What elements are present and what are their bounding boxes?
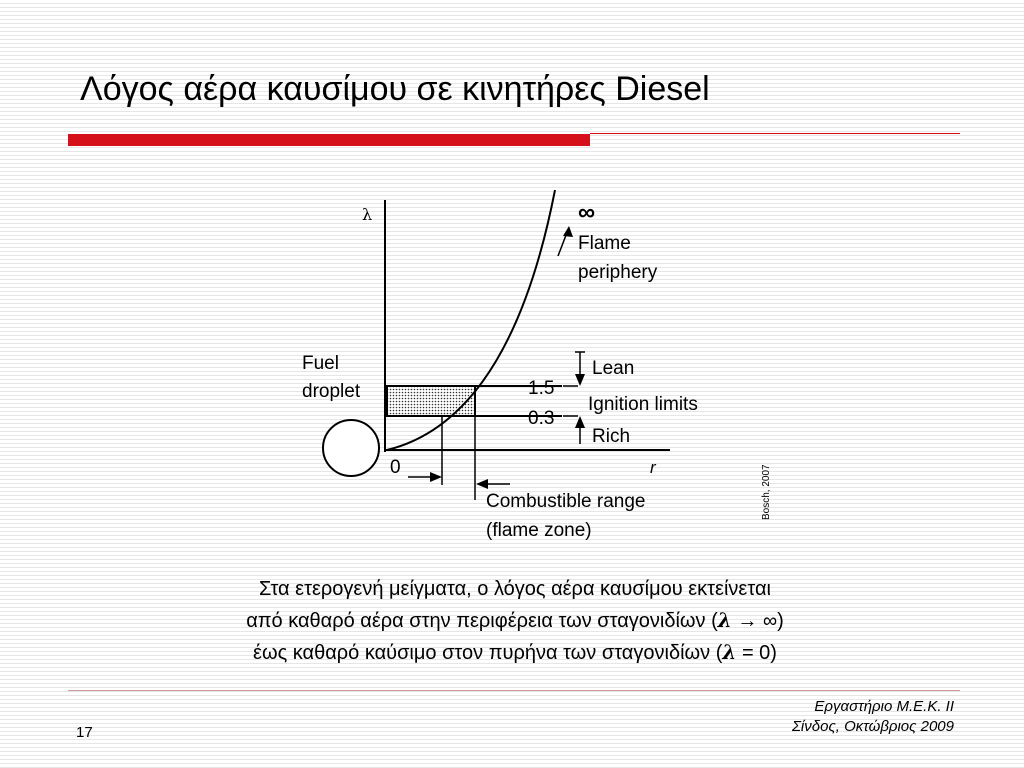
infinity-label: ∞	[578, 199, 596, 226]
source-credit: Bosch, 2007	[761, 464, 772, 520]
y-axis-label: λ	[362, 205, 373, 224]
range-label-2: (flame zone)	[486, 520, 592, 541]
fuel-droplet	[323, 420, 379, 476]
flame-label-2: periphery	[578, 262, 658, 283]
lambda-symbol: λ	[722, 640, 737, 664]
fuel-label-1: Fuel	[302, 353, 339, 374]
origin-label: 0	[390, 457, 401, 478]
rich-label: Rich	[592, 426, 631, 447]
value-low-label: 0.3	[528, 408, 555, 429]
caption-line-2	[60, 605, 970, 637]
caption-line-3-end: = 0)	[736, 642, 777, 664]
lean-label: Lean	[592, 358, 635, 379]
x-axis-label: r	[650, 458, 656, 477]
combustible-band	[387, 386, 475, 416]
flame-label-1: Flame	[578, 233, 631, 254]
caption-line-2-end: → ∞)	[731, 610, 784, 632]
footer-divider	[68, 690, 960, 691]
title-accent-bar	[68, 134, 590, 146]
air-fuel-ratio-diagram	[290, 190, 790, 550]
caption-line-2-text: από καθαρό αέρα στην περιφέρεια των σταγονιδίων (	[246, 610, 718, 632]
caption-line-3-text: έως καθαρό καύσιμο στον πυρήνα των σταγονιδίων (	[253, 642, 723, 664]
slide-title: Λόγος αέρα καυσίμου σε κινητήρες Diesel	[80, 70, 710, 108]
page-number: 17	[76, 724, 93, 741]
caption-line-3	[60, 637, 970, 669]
footer-info	[792, 697, 954, 737]
footer-lab: Εργαστήριο Μ.Ε.Κ. ΙΙ	[814, 698, 954, 715]
title-divider-line	[590, 133, 960, 134]
caption-line-1: Στα ετερογενή μείγματα, ο λόγος αέρα καυσίμου εκτείνεται	[259, 578, 771, 600]
caption	[60, 574, 970, 669]
ignition-label: Ignition limits	[588, 394, 698, 415]
range-label-1: Combustible range	[486, 491, 646, 512]
footer-date: Σίνδος, Οκτώβριος 2009	[791, 718, 954, 735]
fuel-label-2: droplet	[302, 381, 361, 402]
value-high-label: 1.5	[528, 378, 555, 399]
lambda-symbol: λ	[717, 608, 732, 632]
